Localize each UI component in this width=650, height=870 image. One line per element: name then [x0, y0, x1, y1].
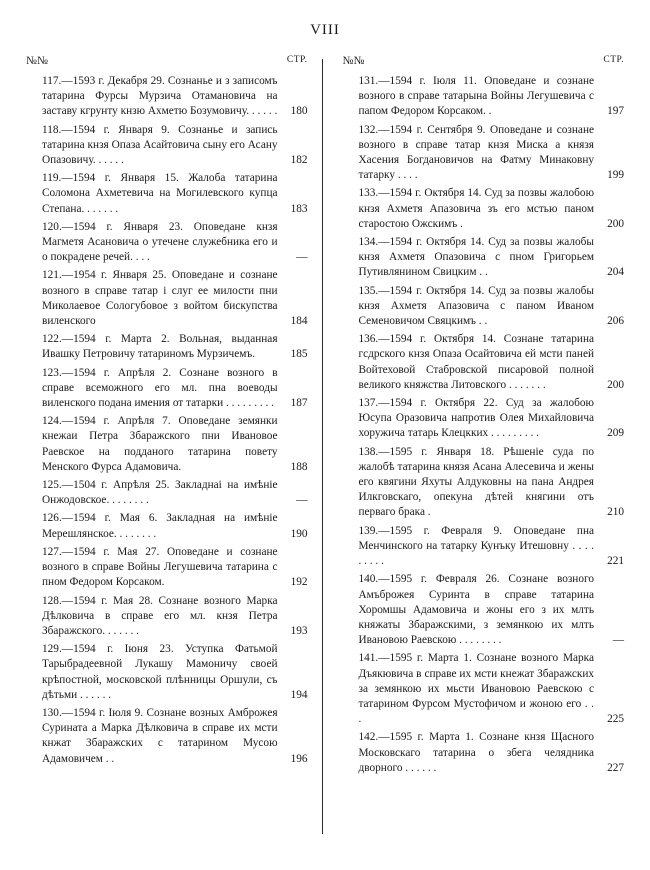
- toc-entry-text: 140.—1595 г. Февраля 26. Сознане возного Амъброжея Суринта в справе татарина Хоромшы Адамовича и жоны его з их млть княжаты Збаражскими, з земянкою их млть Ивановою Раевскою . . . . . . . .: [358, 573, 595, 647]
- toc-entry-text: 120.—1594 г. Января 23. Оповедане кнзя Магметя Асановича о утечене служебника его и о покрадене речей. . . .: [42, 220, 278, 264]
- toc-entry-text: 129.—1594 г. Іюня 23. Уступка Фатьмой Тарыбрадеевной Лукашу Мамоничу своей крѣпостной, московской плѣнницы Оршули, съ дѣтьми . . . . . .: [42, 643, 278, 701]
- toc-entry-page-number: 194: [290, 688, 308, 701]
- number-column-label: №№: [342, 55, 365, 67]
- toc-entry-text: 132.—1594 г. Сентября 9. Оповедане и сознане возного в справе татар кнзя Миска а князя Хасения Богдановичов на Фатму Минаковну татарку . . . .: [358, 123, 595, 182]
- toc-entry-text: 118.—1594 г. Января 9. Сознанье и запись татарина кнзя Опаза Асайтовича сыну его Асану Опазовичу. . . . . .: [42, 123, 278, 167]
- toc-entry-page-number: 182: [290, 154, 308, 167]
- toc-entry[interactable]: [26, 594, 308, 640]
- toc-entry-text: 134.—1594 г. Октября 14. Суд за позвы жалобы кнзя Ахметя Опазовича с пном Григорьем Путивлянином Свицким . .: [358, 236, 595, 279]
- toc-entry-text: 128.—1594 г. Мая 28. Сознане возного Марка Дѣлковича в справе его мл. кнзя Петра Збаражского. . . . . . .: [42, 594, 278, 637]
- column-divider: [322, 59, 323, 834]
- number-column-label: №№: [26, 55, 48, 67]
- toc-entry[interactable]: [26, 74, 308, 120]
- toc-entry[interactable]: [342, 445, 624, 521]
- toc-entry-text: 130.—1594 г. Іюля 9. Сознане возных Амброжея Сурината а Марка Дѣлковича в справе их мсти кнжат Збаражских с татарином Мусою Адамовичем . .: [42, 706, 278, 765]
- toc-entry-page-number: 200: [607, 217, 625, 230]
- toc-entry-page-number: 206: [607, 315, 625, 328]
- toc-entry-text: 125.—1504 г. Апрѣля 25. Закладнаі на имѣніе Онжодовское. . . . . . . .: [42, 479, 278, 507]
- toc-entry-page-number: 221: [607, 555, 625, 568]
- toc-entry[interactable]: [342, 730, 624, 776]
- toc-entry-text: 126.—1594 г. Мая 6. Закладная на имѣніе Мерешлянское. . . . . . . .: [42, 512, 278, 540]
- toc-entry[interactable]: [342, 235, 624, 281]
- toc-entry[interactable]: [26, 171, 308, 217]
- toc-entry[interactable]: [342, 572, 624, 648]
- toc-entry-text: 131.—1594 г. Іюля 11. Оповедане и сознане возного в справе татарына Войны Легушевича с папом Федором Корсаком. .: [358, 75, 595, 118]
- toc-entry-page-number: 200: [607, 378, 625, 391]
- toc-entry[interactable]: [342, 651, 624, 727]
- toc-entry-text: 135.—1594 г. Октября 14. Суд за позвы жалобы кнзя Ахметя Апазовича с паном Иваном Семеновичом Свяцкимъ . .: [358, 284, 595, 328]
- toc-entry[interactable]: [342, 396, 624, 442]
- toc-entry-page-number: 204: [607, 266, 625, 279]
- toc-entry-page-number: 196: [290, 752, 308, 765]
- toc-entry-page-number: 199: [607, 169, 625, 182]
- two-column-layout: [26, 55, 624, 845]
- toc-entry[interactable]: [342, 74, 624, 120]
- left-column: [26, 55, 316, 770]
- toc-entry[interactable]: [26, 123, 308, 169]
- toc-entry-page-number: 187: [290, 397, 308, 410]
- toc-entry-text: 117.—1593 г. Декабря 29. Сознанье и з записомъ татарина Фурсы Мурзича Отамановича на заставу кгрунту кнзю Ахметю Бозумовичу. . . . . .: [42, 75, 278, 118]
- toc-entry[interactable]: [26, 642, 308, 703]
- toc-entry[interactable]: [342, 186, 624, 232]
- toc-entry[interactable]: [342, 123, 624, 184]
- toc-entry-page-number: 184: [290, 315, 308, 328]
- left-entry-list: [26, 74, 308, 767]
- toc-entry[interactable]: [26, 220, 308, 266]
- right-column-header: [342, 55, 624, 67]
- toc-entry-text: 127.—1594 г. Мая 27. Оповедане и сознане возного в справе Войны Легушевича татарина с пном Федором Корсаком.: [42, 545, 278, 589]
- page-column-label: СТР.: [603, 55, 625, 65]
- left-column-header: [26, 55, 308, 67]
- toc-entry-text: 139.—1595 г. Февраля 9. Оповедане пна Менчинского на татарку Кунъку Итешовну . . . . . . . . .: [358, 524, 595, 568]
- toc-entry[interactable]: [26, 366, 308, 412]
- toc-entry[interactable]: [342, 524, 624, 570]
- toc-entry-text: 133.—1594 г. Октября 14. Суд за позвы жалобою кнзя Ахметя Апазовича зъ его мстью паном старостою Ожскимъ .: [358, 187, 595, 230]
- toc-entry[interactable]: [342, 284, 624, 330]
- toc-entry-text: 124.—1594 г. Апрѣля 7. Оповедане земянки кнежаи Петра Збаражского пни Ивановое Раевское на подданого татарина повету Менского Фурса Адамовича.: [42, 415, 278, 473]
- toc-entry-page-number: 180: [290, 105, 308, 118]
- toc-entry-page-number: 197: [607, 105, 625, 118]
- toc-entry-page-number: 209: [607, 427, 625, 440]
- toc-entry[interactable]: [26, 545, 308, 591]
- toc-entry-text: 136.—1594 г. Октября 14. Сознане татарина гсдрского кнзя Опаза Осайтовича ей мсти паней Войтеховой Стабровской писаровой полной великого княжства Литовского . . . . . . .: [358, 333, 595, 391]
- toc-entry-text: 119.—1594 г. Января 15. Жалоба татарина Соломона Ахметевича на Могилевского купца Степана. . . . . . .: [42, 172, 278, 215]
- toc-entry-page-number: 192: [290, 576, 308, 589]
- toc-entry[interactable]: [26, 511, 308, 541]
- toc-entry[interactable]: [26, 478, 308, 508]
- toc-entry-page-number: —: [612, 634, 625, 647]
- toc-entry-text: 122.—1594 г. Марта 2. Вольная, выданная Ивашку Петровичу татариномъ Мурзичемъ.: [42, 333, 278, 361]
- toc-entry-page-number: 188: [290, 460, 308, 473]
- toc-entry-page-number: 227: [607, 761, 625, 774]
- toc-entry-page-number: 210: [607, 506, 625, 519]
- page-column-label: СТР.: [286, 55, 308, 65]
- right-column: [328, 55, 624, 779]
- toc-entry-page-number: —: [296, 251, 308, 264]
- page-number: VIII: [310, 22, 340, 38]
- toc-entry-text: 142.—1595 г. Марта 1. Сознане кнзя Щасного Московскаго татарина о збега челядника дворного . . . . . .: [358, 731, 595, 774]
- toc-entry-text: 137.—1594 г. Октября 22. Суд за жалобою Юсупа Оразовича напротив Олея Михайловича хоружича татарь Клецкких . . . . . . . . .: [358, 397, 595, 440]
- toc-entry-text: 123.—1594 г. Апрѣля 2. Сознане возного в справе всеможного его мл. пна воеводы виленского подана имения от татарки . . . . . . . . .: [42, 366, 278, 410]
- toc-entry-page-number: 193: [290, 624, 308, 637]
- right-entry-list: [342, 74, 624, 776]
- toc-entry-page-number: 225: [607, 713, 625, 726]
- toc-entry[interactable]: [26, 332, 308, 362]
- toc-entry[interactable]: [26, 414, 308, 475]
- toc-entry-page-number: 190: [290, 527, 308, 540]
- toc-entry-page-number: 185: [290, 348, 308, 361]
- toc-entry[interactable]: [26, 706, 308, 767]
- toc-entry[interactable]: [26, 268, 308, 329]
- toc-entry-page-number: —: [296, 494, 308, 507]
- toc-entry-text: 138.—1595 г. Января 18. Рѣшеніе суда по жалобѣ татарина князя Асана Алесевича и жены его квягини Яхуты Алдуковны на пана Андрея Илкговскаго, опекуна дѣтей княгини отъ перваго брака .: [358, 445, 595, 519]
- toc-entry[interactable]: [342, 332, 624, 393]
- toc-entry-text: 141.—1595 г. Марта 1. Сознане возного Марка Дъякювича в справе их мсти кнежат Збаражских за земянкою их мьсти Ивановою Раевскою с татарином Фурсом Мустофичом и жоною его . . .: [358, 652, 595, 726]
- toc-entry-page-number: 183: [290, 202, 308, 215]
- toc-entry-text: 121.—1954 г. Января 25. Оповедане и сознане возного в справе татар і слуг ее милости пни Миколаевое Сологубовое з войтом бискупства виленского: [42, 269, 278, 328]
